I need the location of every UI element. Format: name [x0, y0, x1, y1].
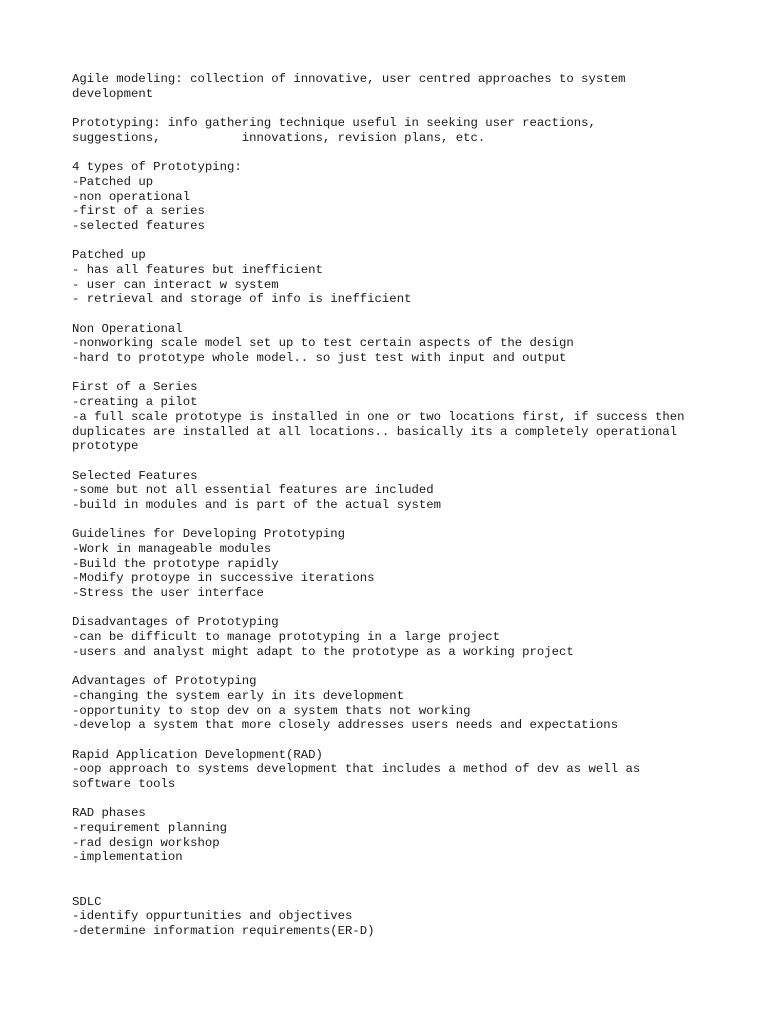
list-item: -requirement planning	[72, 821, 227, 836]
text-line: Prototyping: info gathering technique useful in seeking user reactions,	[72, 116, 596, 131]
blank-line	[72, 101, 732, 116]
list-item: -can be difficult to manage prototyping in a large project	[72, 630, 501, 645]
list-item: -implementation	[72, 850, 183, 865]
document-page	[72, 72, 732, 939]
blank-line	[72, 660, 732, 675]
blank-line	[72, 513, 732, 528]
list-item: -develop a system that more closely addresses users needs and expectations	[72, 718, 619, 733]
section-heading: Disadvantages of Prototyping	[72, 615, 279, 630]
blank-line	[72, 733, 732, 748]
list-item: -nonworking scale model set up to test certain aspects of the design	[72, 336, 574, 351]
blank-line	[72, 307, 732, 322]
list-item: -changing the system early in its development	[72, 688, 405, 703]
list-item: -build in modules and is part of the actual system	[72, 497, 441, 512]
list-item: -oop approach to systems development that includes a method of dev as well as	[72, 762, 641, 777]
section-heading: Advantages of Prototyping	[72, 674, 257, 689]
section-heading: First of a Series	[72, 380, 198, 395]
section-heading: Patched up	[72, 248, 146, 263]
blank-line	[72, 601, 732, 616]
section-heading: Guidelines for Developing Prototyping	[72, 527, 346, 542]
blank-line	[72, 234, 732, 249]
list-item: -Stress the user interface	[72, 586, 264, 601]
list-item: -first of a series	[72, 204, 205, 219]
list-item: - user can interact w system	[72, 277, 279, 292]
text-line: Agile modeling: collection of innovative, user centred approaches to system	[72, 72, 626, 86]
list-item: - retrieval and storage of info is inefficient	[72, 292, 412, 307]
list-item: -selected features	[72, 218, 205, 233]
list-item: -creating a pilot	[72, 395, 198, 410]
list-item: -Patched up	[72, 174, 154, 189]
list-item: - has all features but inefficient	[72, 262, 323, 277]
list-item: -rad design workshop	[72, 835, 220, 850]
section-heading: 4 types of Prototyping:	[72, 160, 242, 175]
list-item: -hard to prototype whole model.. so just test with input and output	[72, 351, 567, 366]
list-item: -identify oppurtunities and objectives	[72, 909, 353, 924]
text-line: software tools	[72, 777, 176, 791]
list-item: -Work in manageable modules	[72, 542, 272, 556]
blank-line	[72, 880, 732, 895]
list-item: -users and analyst might adapt to the prototype as a working project	[72, 644, 574, 659]
section-heading: Selected Features	[72, 468, 198, 483]
text-line: prototype	[72, 439, 139, 454]
list-item: -determine information requirements(ER-D)	[72, 923, 375, 938]
list-item: -some but not all essential features are included	[72, 483, 434, 498]
list-item: -Build the prototype rapidly	[72, 556, 279, 571]
text-line: suggestions, innovations, revision plans, etc.	[72, 130, 486, 145]
text-line: duplicates are installed at all locations.. basically its a completely operational	[72, 424, 678, 439]
blank-line	[72, 865, 732, 880]
list-item: -Modify protoype in successive iterations	[72, 571, 375, 586]
list-item: -a full scale prototype is installed in one or two locations first, if success then	[72, 409, 685, 424]
list-item: -non operational	[72, 189, 191, 204]
blank-line	[72, 454, 732, 469]
list-item: -opportunity to stop dev on a system thats not working	[72, 703, 471, 718]
section-heading: SDLC	[72, 894, 102, 909]
section-heading: Non Operational	[72, 321, 183, 336]
blank-line	[72, 366, 732, 381]
text-line: development	[72, 86, 154, 101]
section-heading: Rapid Application Development(RAD)	[72, 747, 323, 762]
blank-line	[72, 792, 732, 807]
section-heading: RAD phases	[72, 806, 146, 821]
blank-line	[72, 145, 732, 160]
